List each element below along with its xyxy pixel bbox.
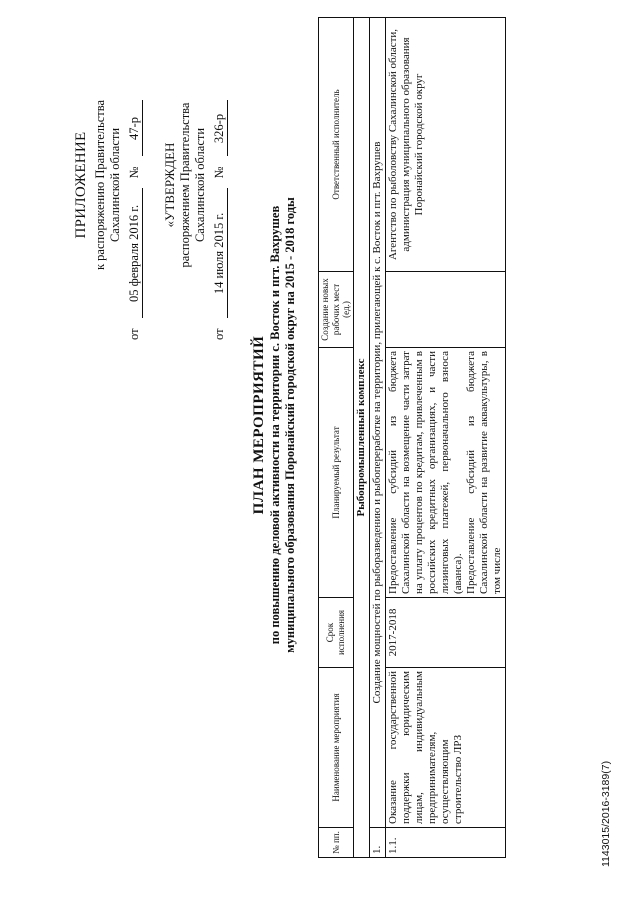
header-name: Наименование мероприятия [319,668,354,828]
subsection-text: Создание мощностей по рыборазведению и рыбопереработке на территории, прилегающей к с. Восток и пгт. Вахрушев [369,18,385,828]
plan-title: ПЛАН МЕРОПРИЯТИЙ [251,335,267,515]
appendix-block [74,30,143,340]
row-name: Оказание государственной поддержки юридическим лицам, индивидуальным предпринимателям, осуществляющим строительство ЛРЗ [385,668,505,828]
row-num: 1.1. [385,828,505,858]
approved-ot: от [211,328,226,340]
appendix-line-1: к распоряжению Правительства [92,100,107,271]
row-responsible: Агентство по рыболовству Сахалинской области, администрация муниципального образования Поронайский городской округ [385,18,505,272]
header-responsible: Ответственный исполнитель [319,18,354,272]
approved-line-1: распоряжением Правительства [177,102,192,268]
plan-heading [252,75,299,775]
row-result [385,348,505,598]
row-term: 2017-2018 [385,598,505,668]
approved-no-sign: № [211,166,226,179]
subsection-row [369,18,385,858]
approved-date: 14 июля 2015 г. [212,188,229,318]
section-title: Рыбопромышленный комплекс [353,18,369,858]
footer-code: 1143015/2016-3189(7) [600,760,612,867]
appendix-number: 47-р [127,101,144,157]
appendix-no-sign: № [126,166,141,179]
header-term: Срок исполнения [319,598,354,668]
subsection-num: 1. [369,828,385,858]
appendix-date-line [127,30,144,340]
row-result-para-1: Предоставление субсидий из бюджета Сахалинской области на возмещение части затрат на уплату процентов по кредитам, привлеченным в российских кредитных организациях, и части лизинговых платежей, первоначального взноса (аванса). [386,351,464,594]
plan-subtitle-1: по повышению деловой активности на территории с. Восток и пгт. Вахрушев [267,205,282,645]
section-row [353,18,369,858]
table-header-row [319,18,354,858]
approved-block [162,30,228,340]
appendix-date: 05 февраля 2016 г. [127,188,144,318]
row-result-para-2: Предоставление субсидий из бюджета Сахалинской области на развитие аквакультуры, в том числе [464,351,503,594]
row-jobs [385,272,505,348]
approved-date-line [212,30,229,340]
appendix-line-2: Сахалинской области [108,127,122,243]
plan-subtitle-2: муниципального образования Поронайский городской округ на 2015 - 2018 годы [283,197,297,653]
approved-line-2: Сахалинской области [193,127,207,243]
approved-title: «УТВЕРЖДЕН [162,142,177,228]
appendix-title: ПРИЛОЖЕНИЕ [73,131,89,239]
appendix-ot: от [126,328,141,340]
header-jobs: Создание новых рабочих мест (ед.) [319,272,354,348]
header-num: № пп. [319,828,354,858]
header-result: Планируемый результат [319,348,354,598]
approved-number: 326-р [212,101,229,157]
measures-table [318,17,506,858]
table-row [385,18,505,858]
